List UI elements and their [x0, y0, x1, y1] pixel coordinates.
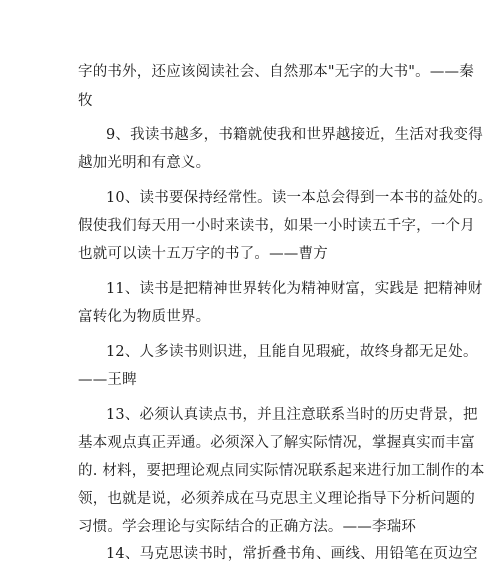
paragraph-9-first-line: 9、我读书越多，书籍就使我和世界越接近，生活对我变得 — [106, 127, 483, 143]
paragraph-10-first-line: 10、读书要保持经常性。读一本总会得到一本书的益处的。 — [106, 190, 493, 206]
text-line: 的. 材料，要把理论观点同实际情况联系起来进行加工制作的本 — [78, 463, 485, 479]
text-line: 越加光明和有意义。 — [78, 155, 211, 171]
paragraph-14-first-line: 14、马克思读书时，常折叠书角、画线、用铅笔在页边空 — [106, 546, 478, 562]
paragraph-13-first-line: 13、必须认真读点书，并且注意联系当时的历史背景，把 — [106, 407, 478, 423]
text-line: 基本观点真正弄通。必须深入了解实际情况，掌握真实而丰富 — [78, 435, 475, 451]
text-line: 字的书外，还应该阅读社会、自然那本"无字的大书"。——秦 — [78, 64, 474, 80]
text-line: 习惯。学会理论与实际结合的正确方法。——李瑞环 — [78, 519, 417, 535]
text-line: 领，也就是说，必须养成在马克思主义理论指导下分析问题的 — [78, 491, 475, 507]
text-line: ——王睥 — [78, 372, 137, 388]
text-line: 富转化为物质世界。 — [78, 309, 211, 325]
paragraph-11-first-line: 11、读书是把精神世界转化为精神财富，实践是 把精神财 — [106, 281, 483, 297]
text-line: 牧 — [78, 93, 93, 109]
text-line: 也就可以读十五万字的书了。——曹方 — [78, 246, 328, 262]
paragraph-12-first-line: 12、人多读书则识进，且能自见瑕疵，故终身都无足处。 — [106, 344, 478, 360]
text-line: 假使我们每天用一小时来读书，如果一小时读五千字，一个月 — [78, 218, 475, 234]
